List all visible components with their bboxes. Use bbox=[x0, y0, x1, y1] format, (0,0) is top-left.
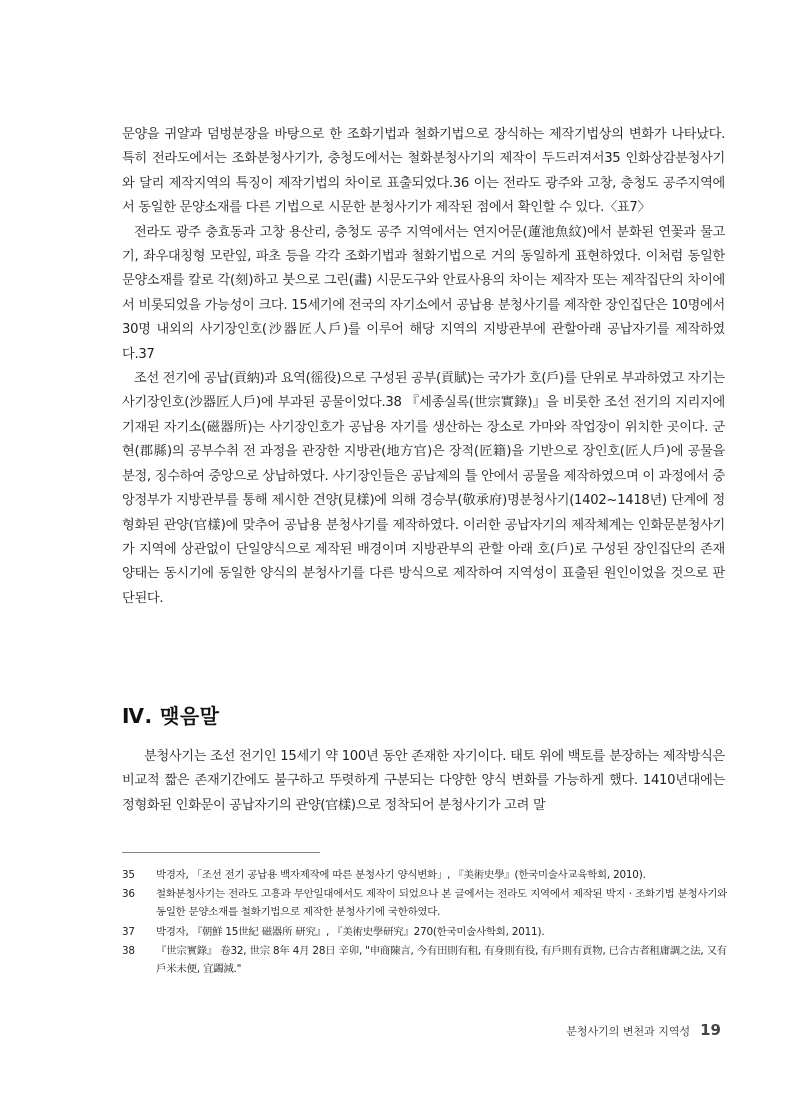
footnote bbox=[122, 923, 727, 941]
footnote-text: 박경자, 『朝鮮 15世紀 磁器所 研究』, 『美術史學研究』270(한국미술사학회, 2011). bbox=[156, 925, 545, 938]
paragraph: 전라도 광주 충효동과 고창 용산리, 충청도 공주 지역에서는 연지어문(蓮池魚紋)에서 분화된 연꽃과 물고기, 좌우대칭형 모란잎, 파초 등을 각각 조화기법과 철화기법으로 거의 동일하게 표현하였다. 이처럼 동일한 문양소재를 칼로 각(刻)하고 붓으로 그린(畵) 시문도구와 안료사용의 차이는 제작자 또는 제작집단의 차이에서 비롯되었을 가능성이 크다. 15세기에 전국의 자기소에서 공납용 분청사기를 제작한 장인집단은 10명에서 30명 내외의 사기장인호(沙器匠人戶)를 이루어 해당 지역의 지방관부에 관할아래 공납자기를 제작하였다.37 bbox=[122, 224, 725, 362]
footnote-divider bbox=[122, 852, 320, 853]
footnote bbox=[122, 885, 727, 921]
footnote bbox=[122, 866, 727, 884]
footnote bbox=[122, 942, 727, 978]
page-footer bbox=[566, 1021, 721, 1039]
page-number: 19 bbox=[700, 1021, 721, 1039]
body-text bbox=[122, 123, 725, 611]
running-title: 분청사기의 변천과 지역성 bbox=[566, 1025, 691, 1038]
conclusion-text bbox=[122, 745, 725, 818]
footnote-number: 38 bbox=[122, 944, 135, 957]
paragraph: 분청사기는 조선 전기인 15세기 약 100년 동안 존재한 자기이다. 태토 위에 백토를 분장하는 제작방식은 비교적 짧은 존재기간에도 불구하고 뚜렷하게 구분되는 다양한 양식 변화를 가능하게 했다. 1410년대에는 정형화된 인화문이 공납자기의 관양(官樣)으로 정착되어 분청사기가 고려 말 bbox=[122, 749, 725, 813]
footnote-number: 36 bbox=[122, 888, 135, 901]
paragraph: 조선 전기에 공납(貢納)과 요역(徭役)으로 구성된 공부(貢賦)는 국가가 호(戶)를 단위로 부과하였고 자기는 사기장인호(沙器匠人戶)에 부과된 공물이었다.38 『세종실록(世宗實錄)』을 비롯한 조선 전기의 지리지에 기재된 자기소(磁器所)는 사기장인호가 공납용 자기를 생산하는 장소로 가마와 작업장이 위치한 곳이다. 군현(郡縣)의 공부수취 전 과정을 관장한 지방관(地方官)은 장적(匠籍)을 기반으로 장인호(匠人戶)에 공물을 분정, 징수하여 중앙으로 상납하였다. 사기장인들은 공납제의 틀 안에서 공물을 제작하였으며 이 과정에서 중앙정부가 지방관부를 통해 제시한 견양(見樣)에 의해 경승부(敬承府)명분청사기(1402~1418년) 단계에 정형화된 관양(官樣)에 맞추어 공납용 분청사기를 제작하였다. 이러한 공납자기의 제작체계는 인화문분청사기가 지역에 상관없이 단일양식으로 제작된 배경이며 지방관부의 관할 아래 호(戶)로 구성된 장인집단의 존재양태는 동시기에 동일한 양식의 분청사기를 다른 방식으로 제작하여 지역성이 표출된 원인이었을 것으로 판단된다. bbox=[122, 371, 725, 606]
footnotes bbox=[122, 866, 727, 979]
section-heading: Ⅳ. 맺음말 bbox=[122, 704, 220, 728]
footnote-number: 35 bbox=[122, 869, 135, 881]
paragraph: 문양을 귀얄과 덤벙분장을 바탕으로 한 조화기법과 철화기법으로 장식하는 제작기법상의 변화가 나타났다. 특히 전라도에서는 조화분청사기가, 충청도에서는 철화분청사기의 제작이 두드러져서35 인화상감분청사기와 달리 제작지역의 특징이 제작기법의 차이로 표출되었다.36 이는 전라도 광주와 고창, 충청도 공주지역에서 동일한 문양소재를 다른 기법으로 시문한 분청사기가 제작된 점에서 확인할 수 있다.〈표7〉 bbox=[122, 127, 725, 216]
footnote-text: 『世宗實錄』 卷32, 世宗 8年 4月 28日 辛卯, "申商陳言, 今有田則有租, 有身則有役, 有戶則有貢物, 已合古者租庸調之法, 又有戶米未便, 宜蠲減." bbox=[156, 944, 727, 976]
footnote-text: 철화분청사기는 전라도 고흥과 무안일대에서도 제작이 되었으나 본 글에서는 전라도 지역에서 제작된 박지 · 조화기법 분청사기와 동일한 문양소재를 철화기법으로 제작한 분청사기에 국한하였다. bbox=[156, 888, 727, 919]
footnote-number: 37 bbox=[122, 925, 135, 938]
footnote-text: 박경자, 「조선 전기 공납용 백자제작에 따른 분청사기 양식변화」, 『美術史學』(한국미술사교육학회, 2010). bbox=[156, 869, 646, 881]
